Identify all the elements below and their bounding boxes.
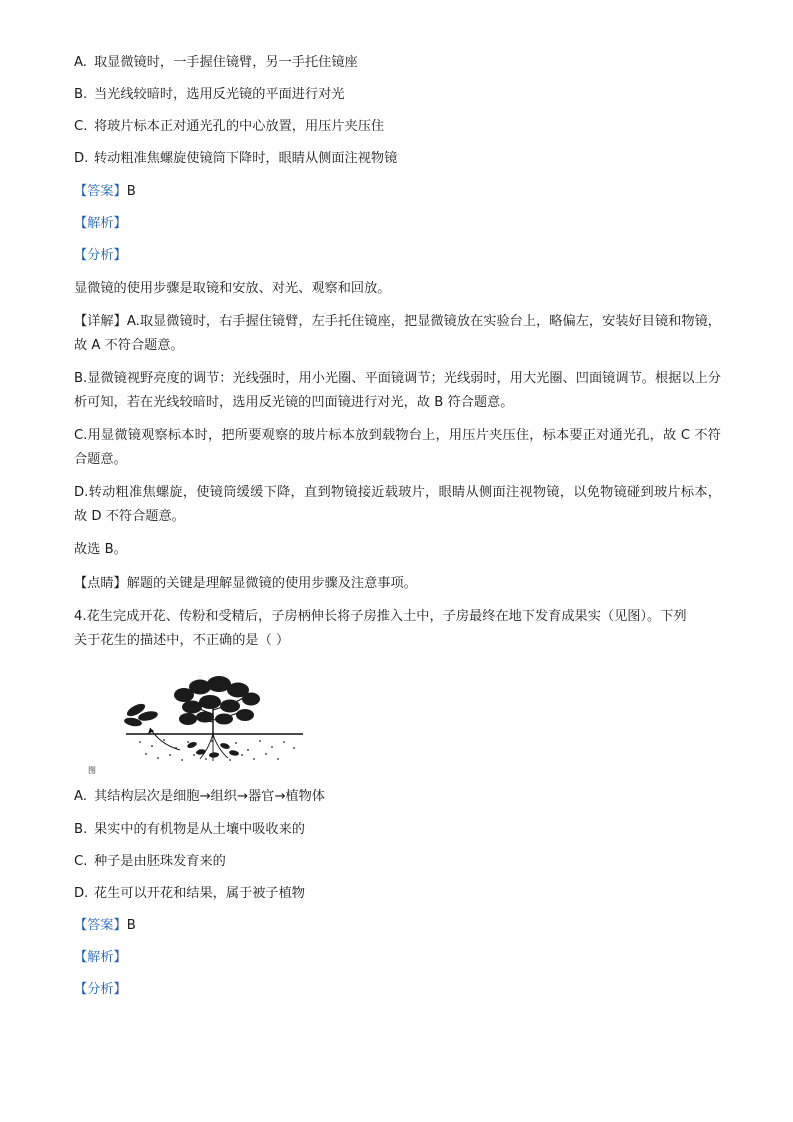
q3-detail-a: 【详解】A.取显微镜时，右手握住镜臂，左手托住镜座，把显微镜放在实验台上，略偏左，安装好目镜和物镜，故 A 不符合题意。 [74,314,721,353]
q3-option-d-label: D. [74,151,89,167]
q3-option-d [74,148,721,169]
q3-explain-tag: 【解析】 [74,215,127,231]
q3-analysis-tag: 【分析】 [74,247,127,263]
q4-answer-value: B [126,917,136,933]
q4-option-b [74,819,721,840]
q4-option-c-label: C. [74,853,88,869]
q4-option-c-text: 种子是由胚珠发育来的 [94,853,226,869]
q3-option-b-text: 当光线较暗时，选用反光镜的平面进行对光 [94,87,345,103]
q3-answer-value: B [126,183,136,199]
q3-detail-b: B.显微镜视野亮度的调节：光线强时，用小光圈、平面镜调节；光线弱时，用大光圈、凹面镜调节。根据以上分析可知，若在光线较暗时，选用反光镜的凹面镜进行对光，故 B 符合题意。 [74,371,721,410]
q4-answer-tag: 【答案】 [74,917,127,933]
q4-figure-caption: 图 [88,766,96,776]
q3-point-text: 【点睛】解题的关键是理解显微镜的使用步骤及注意事项。 [74,575,417,591]
q4-analysis-tag-line [74,979,721,1000]
q4-option-a-label: A. [74,789,87,805]
q3-detail-conclusion: 故选 B。 [74,542,127,558]
peanut-plant-diagram-svg [88,662,338,772]
q4-option-d-label: D. [74,885,89,901]
q3-analysis-text: 显微镜的使用步骤是取镜和安放、对光、观察和回放。 [74,280,391,296]
q4-stem-line1: 4.花生完成开花、传粉和受精后，子房柄伸长将子房推入土中，子房最终在地下发育成果实（见图）。下列 [74,609,687,625]
q4-stem [74,605,721,652]
q4-explain-tag: 【解析】 [74,950,127,965]
q3-option-c [74,116,721,137]
q3-detail-d: D.转动粗准焦螺旋，使镜筒缓缓下降，直到物镜接近载玻片，眼睛从侧面注视物镜，以免物镜碰到玻片标本，故 D 不符合题意。 [74,485,721,524]
q3-detail-c: C.用显微镜观察标本时，把所要观察的玻片标本放到载物台上，用压片夹压住，标本要正对通光孔，故 C 不符合题意。 [74,428,721,467]
q4-option-d-text: 花生可以开花和结果，属于被子植物 [94,885,305,901]
q4-option-c [74,851,721,872]
q3-explain-line [74,213,721,234]
q4-option-a [74,786,721,807]
q3-option-a [74,52,721,73]
q3-option-d-text: 转动粗准焦螺旋使镜筒下降时，眼睛从侧面注视物镜 [94,151,398,167]
q4-analysis-tag: 【分析】 [74,982,127,998]
q4-option-b-label: B. [74,821,88,837]
q3-answer-line [74,181,721,202]
q4-stem-line2: 关于花生的描述中，不正确的是（ ） [74,632,290,648]
q4-option-a-text: 其结构层次是细胞→组织→器官→植物体 [94,789,325,805]
q4-answer-line [74,915,721,936]
q4-figure [88,662,338,774]
q4-explain-line [74,947,721,968]
q3-option-b [74,84,721,105]
q3-option-a-text: 取显微镜时，一手握住镜臂，另一手托住镜座 [94,55,358,70]
q3-analysis-tag-line [74,245,721,266]
q3-option-b-label: B. [74,87,88,103]
q3-option-c-text: 将玻片标本正对通光孔的中心放置，用压片夹压住 [94,119,385,135]
q4-option-b-text: 果实中的有机物是从土壤中吸收来的 [94,821,305,837]
q4-option-d [74,883,721,904]
q3-option-a-label: A. [74,55,87,70]
q3-option-c-label: C. [74,119,88,135]
q3-answer-tag: 【答案】 [74,183,127,199]
